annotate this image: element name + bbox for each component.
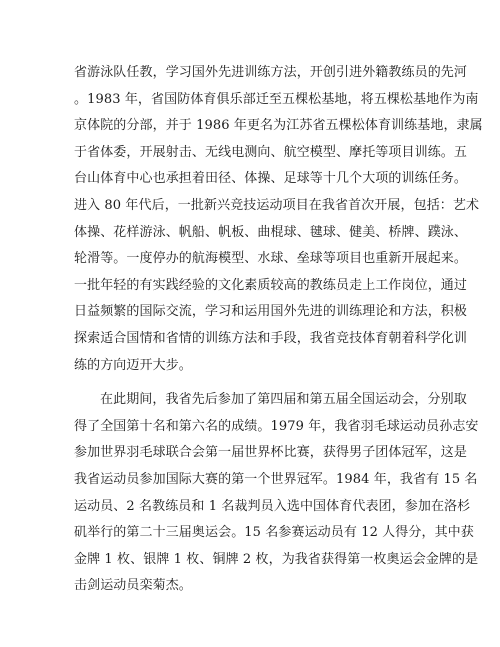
paragraph-line: 矶举行的第二十三届奥运会。15 名参赛运动员有 12 人得分，其中获 — [74, 525, 474, 541]
paragraph-1 — [74, 60, 483, 379]
paragraph-line: 轮滑等。一度停办的航海模型、水球、垒球等项目也重新开展起来。 — [74, 251, 468, 267]
paragraph-line: 体操、花样游泳、帆船、帆板、曲棍球、毽球、健美、桥牌、蹼泳、 — [74, 224, 468, 240]
paragraph-line: 。1983 年，省国防体育俱乐部迁至五棵松基地，将五棵松基地作为南 — [74, 91, 479, 107]
paragraph-line: 省游泳队任教，学习国外先进训练方法，开创引进外籍教练员的先河 — [74, 65, 468, 80]
paragraph-line: 得了全国第十名和第六名的成绩。1979 年，我省羽毛球运动员孙志安 — [74, 418, 479, 434]
paragraph-line: 日益频繁的国际交流，学习和运用国外先进的训练理论和方法，积极 — [74, 304, 468, 320]
paragraph-line: 在此期间，我省先后参加了第四届和第五届全国运动会，分别取 — [100, 392, 467, 408]
document-body — [74, 60, 483, 600]
paragraph-line: 于省体委，开展射击、无线电测向、航空模型、摩托等项目训练。五 — [74, 144, 468, 160]
paragraph-line: 我省运动员参加国际大赛的第一个世界冠军。1984 年，我省有 15 名 — [74, 471, 478, 487]
paragraph-line: 练的方向迈开大步。 — [74, 357, 192, 373]
paragraph-line: 台山体育中心也承担着田径、体操、足球等十几个大项的训练任务。 — [74, 171, 468, 187]
paragraph-line: 进入 80 年代后，一批新兴竞技运动项目在我省首次开展，包括：艺术 — [74, 197, 480, 213]
paragraph-2 — [74, 387, 479, 600]
paragraph-spacer — [74, 379, 426, 387]
paragraph-line: 参加世界羽毛球联合会第一届世界杯比赛，获得男子团体冠军，这是 — [74, 445, 468, 461]
paragraph-line: 京体院的分部，并于 1986 年更名为江苏省五棵松体育训练基地，隶属 — [74, 118, 483, 134]
paragraph-line: 一批年轻的有实践经验的文化素质较高的教练员走上工作岗位，通过 — [74, 277, 468, 293]
paragraph-line: 探索适合国情和省情的训练方法和手段，我省竞技体育朝着科学化训 — [74, 330, 468, 346]
paragraph-line: 金牌 1 枚、银牌 1 枚、铜牌 2 枚，为我省获得第一枚奥运会金牌的是 — [74, 551, 479, 567]
paragraph-line: 运动员、2 名教练员和 1 名裁判员入选中国体育代表团，参加在洛杉 — [74, 498, 471, 514]
paragraph-line: 击剑运动员栾菊杰。 — [74, 578, 192, 594]
